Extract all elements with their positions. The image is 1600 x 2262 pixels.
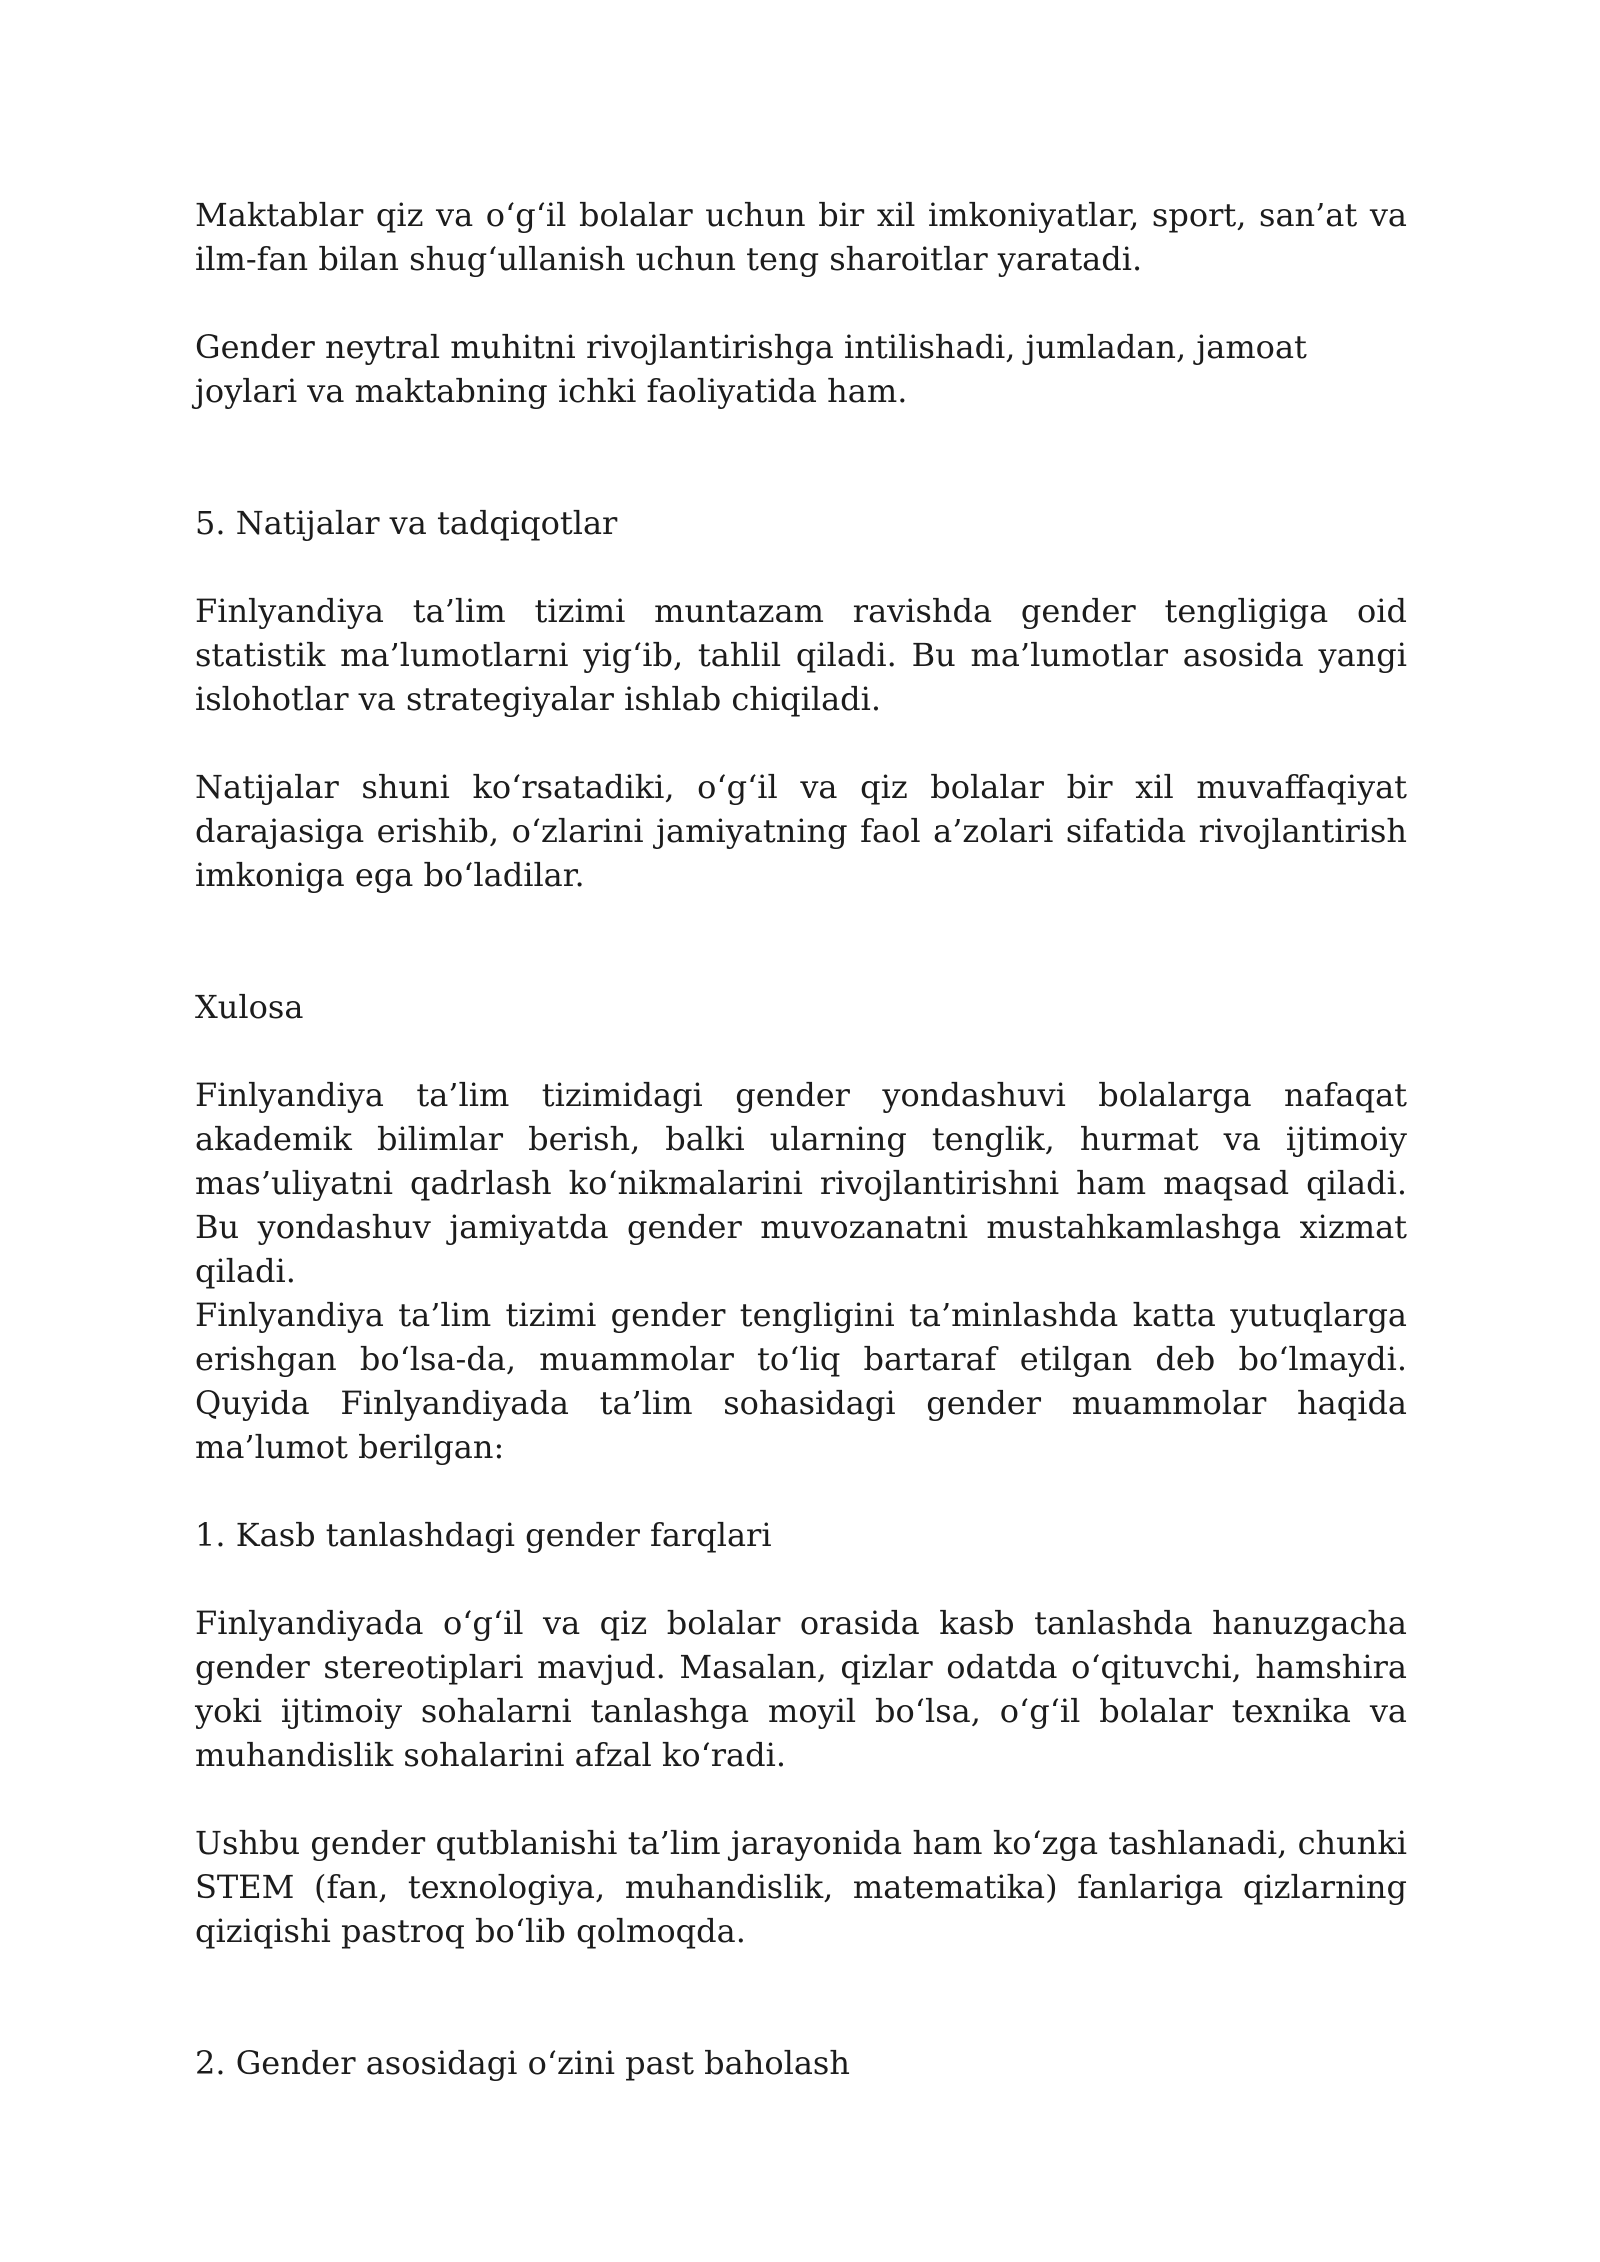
paragraph-conclusion: Finlyandiya ta’lim tizimidagi gender yondashuvi bolalarga nafaqat akademik bilimlar berish, balki ularning tenglik, hurmat va ijtimoiy mas’uliyatni qadrlash ko‘nikmalarini rivojlantirishni ham maqsad qiladi. Bu yondashuv jamiyatda gender muvozanatni mustahkamlashga xizmat qiladi. — [195, 1076, 1407, 1290]
paragraph-stem-interest: Ushbu gender qutblanishi ta’lim jarayonida ham ko‘zga tashlanadi, chunki STEM (fan, texnologiya, muhandislik, matematika) fanlariga qizlarning qiziqishi pastroq bo‘lib qolmoqda. — [195, 1824, 1407, 1950]
paragraph-gender-neutral: Gender neytral muhitni rivojlantirishga intilishadi, jumladan, jamoat joylari va maktabning ichki faoliyatida ham. — [195, 328, 1307, 410]
section-heading-career-choice: 1. Kasb tanlashdagi gender farqlari — [195, 1516, 772, 1554]
paragraph-career-stereotypes: Finlyandiyada o‘g‘il va qiz bolalar orasida kasb tanlashda hanuzgacha gender stereotiplari mavjud. Masalan, qizlar odatda o‘qituvchi, hamshira yoki ijtimoiy sohalarni tanlashga moyil bo‘lsa, o‘g‘il bolalar texnika va muhandislik sohalarini afzal ko‘radi. — [195, 1604, 1407, 1774]
paragraph-problems-intro: Finlyandiya ta’lim tizimi gender tengligini ta’minlashda katta yutuqlarga erishgan bo‘lsa-da, muammolar to‘liq bartaraf etilgan deb bo‘lmaydi. Quyida Finlyandiyada ta’lim sohasidagi gender muammolar haqida ma’lumot berilgan: — [195, 1296, 1407, 1466]
paragraph-results: Natijalar shuni ko‘rsatadiki, o‘g‘il va qiz bolalar bir xil muvaffaqiyat darajasiga erishib, o‘zlarini jamiyatning faol a’zolari sifatida rivojlantirish imkoniga ega bo‘ladilar. — [195, 768, 1407, 894]
document-body — [195, 193, 1407, 2085]
section-heading-results: 5. Natijalar va tadqiqotlar — [195, 504, 618, 542]
paragraph-equal-opportunities: Maktablar qiz va o‘g‘il bolalar uchun bir xil imkoniyatlar, sport, san’at va ilm-fan bilan shug‘ullanish uchun teng sharoitlar yaratadi. — [195, 196, 1407, 278]
section-heading-self-esteem: 2. Gender asosidagi o‘zini past baholash — [195, 2044, 850, 2082]
section-heading-conclusion: Xulosa — [195, 988, 304, 1026]
paragraph-statistics: Finlyandiya ta’lim tizimi muntazam ravishda gender tengligiga oid statistik ma’lumotlarni yig‘ib, tahlil qiladi. Bu ma’lumotlar asosida yangi islohotlar va strategiyalar ishlab chiqiladi. — [195, 592, 1407, 718]
